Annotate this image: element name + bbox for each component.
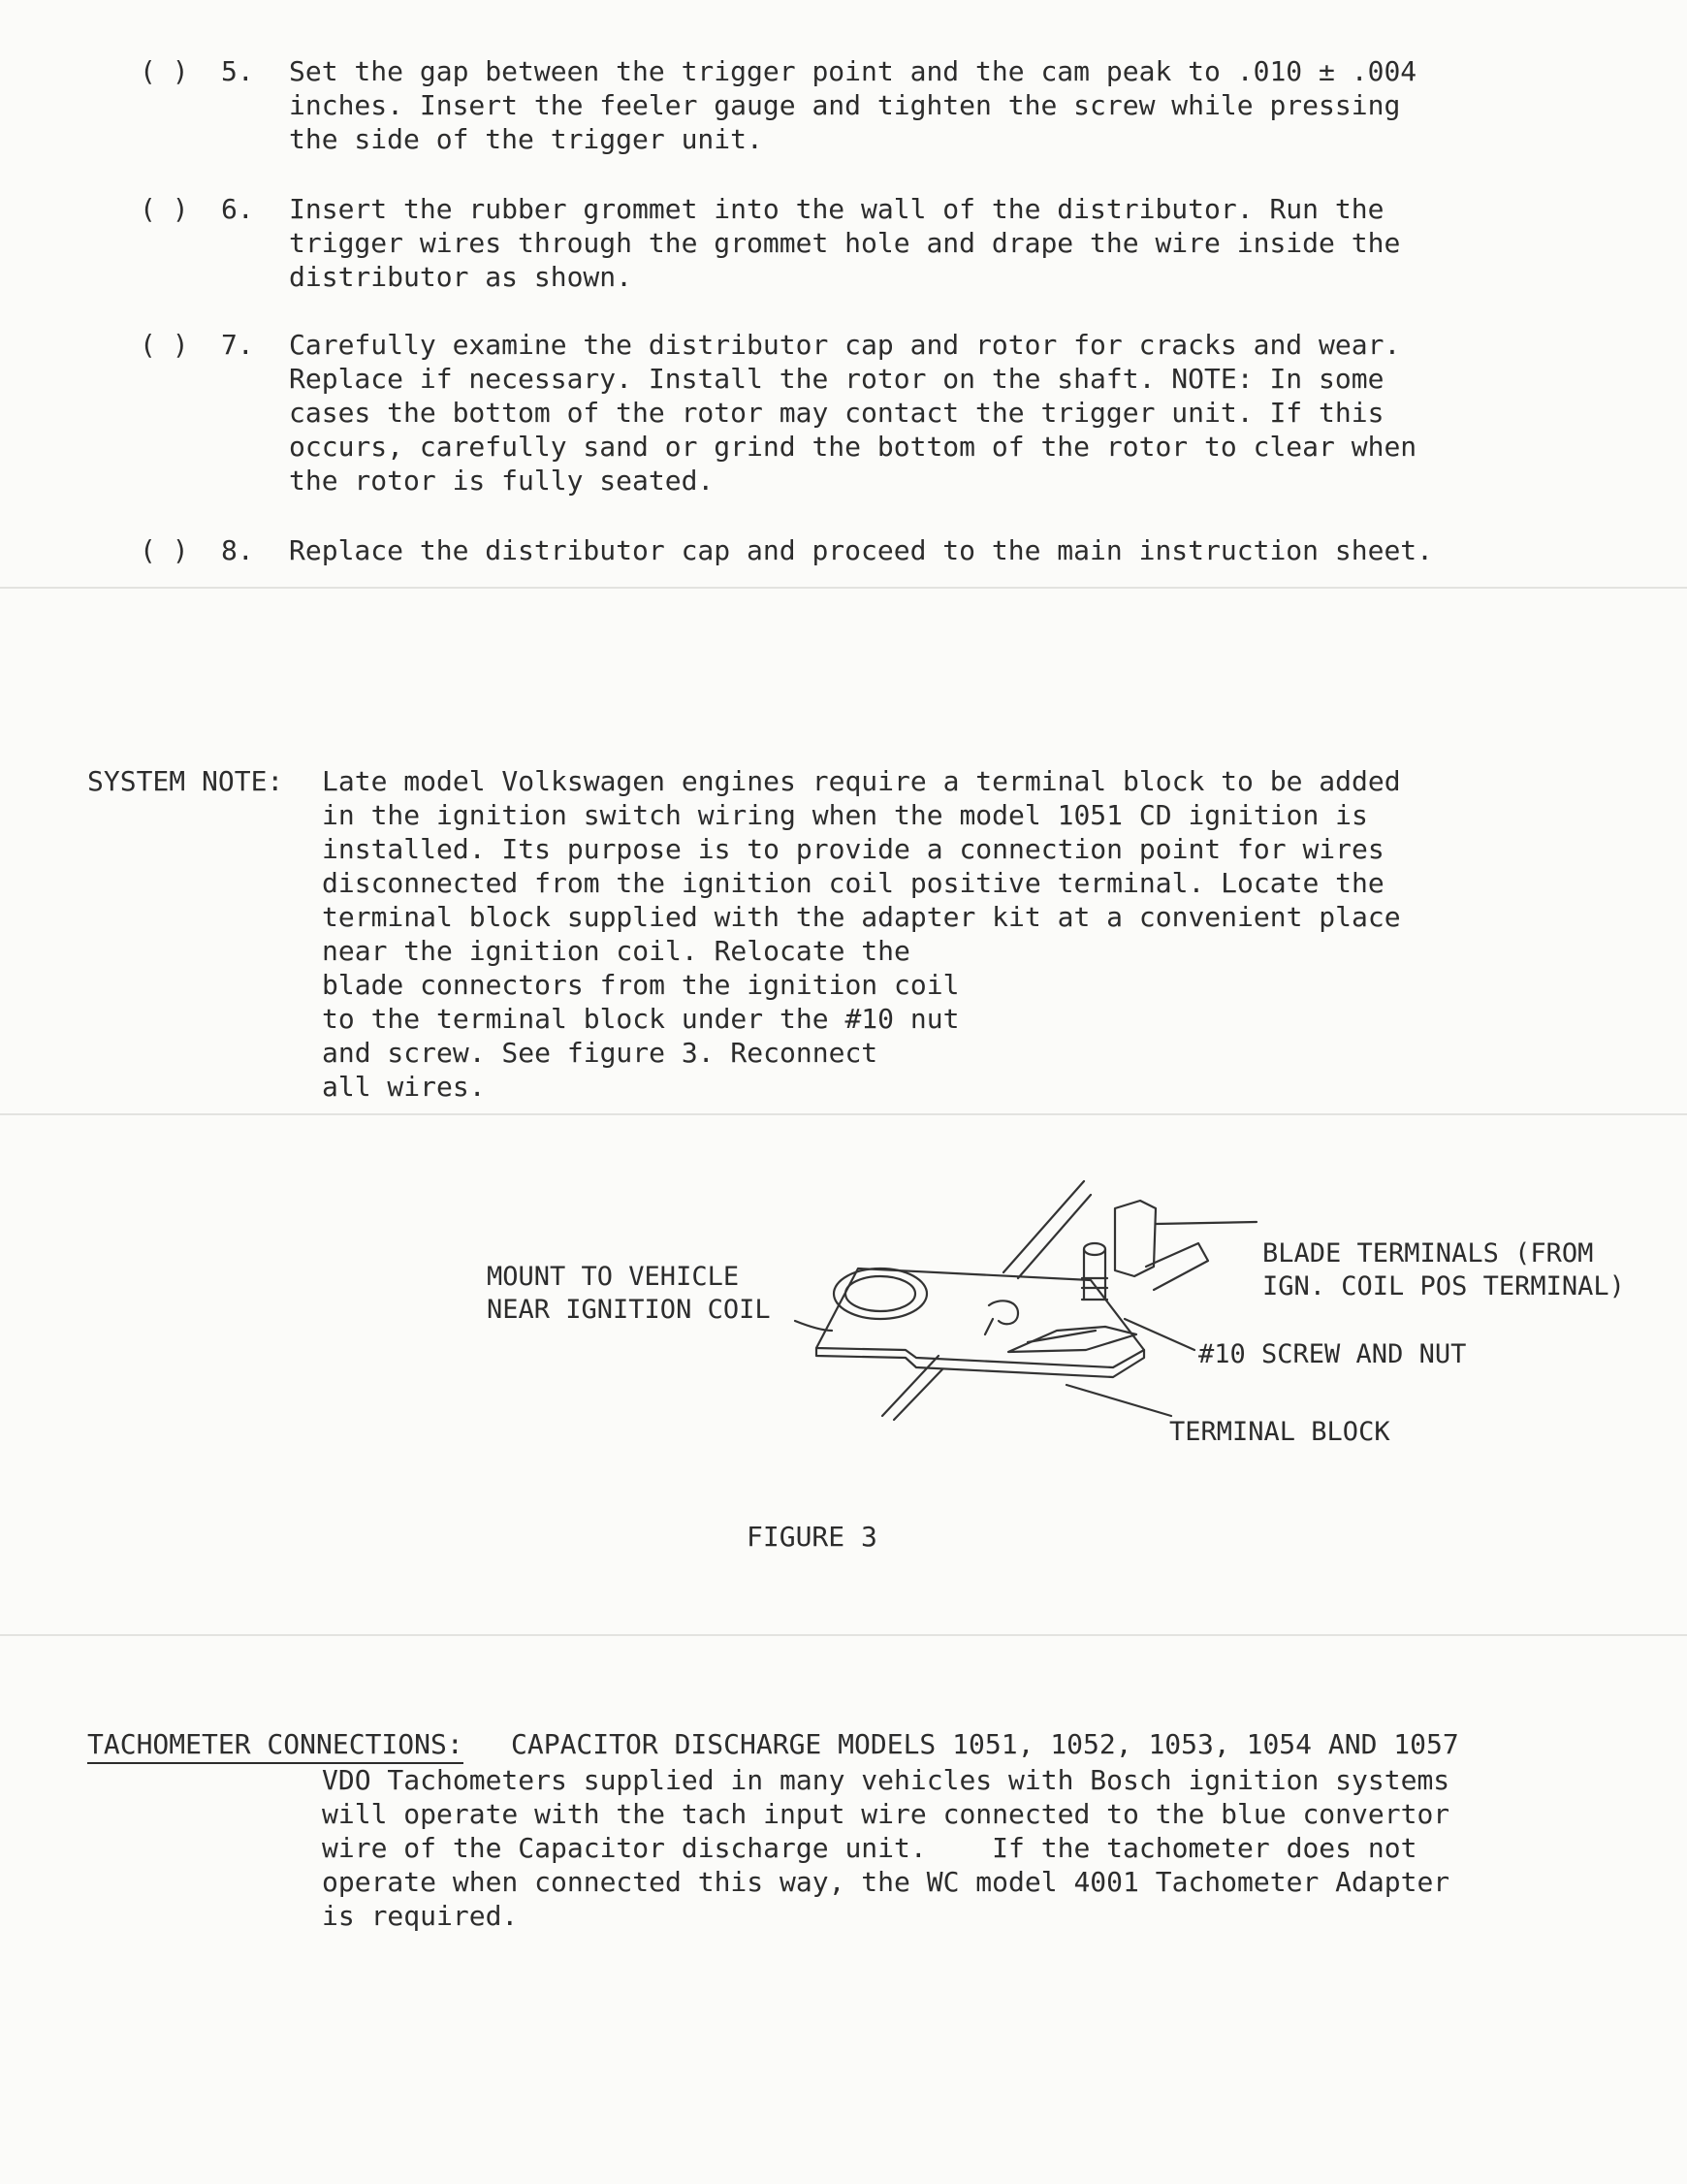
step-number: 7. bbox=[221, 329, 254, 361]
step-text: Insert the rubber grommet into the wall of the distributor. Run the trigger wires through the grommet hole and drape the wire inside the distributor as shown. bbox=[289, 193, 1401, 293]
terminal-block-label: TERMINAL BLOCK bbox=[1169, 1417, 1390, 1447]
blade-connector-lower-2 bbox=[1028, 1331, 1096, 1342]
system-note-body: Late model Volkswagen engines require a terminal block to be added in the ignition switch wiring when the model 1051 CD ignition is installed. Its purpose is to provide a connection point for wires disconnected from the ignition coil positive terminal. Locate the terminal block supplied with the adapter kit at a convenient place near the ignition coil. Relocate the blade connectors from the ignition coil to the terminal block under the #10 nut and screw. See figure 3. Reconnect all wires. bbox=[322, 765, 1401, 1103]
step-text: Set the gap between the trigger point and the cam peak to .010 ± .004 inches. Insert the feeler gauge and tighten the screw while pressing the side of the trigger unit. bbox=[289, 55, 1417, 155]
step-checkbox[interactable]: ( ) bbox=[140, 193, 189, 225]
tachometer-heading: TACHOMETER CONNECTIONS: bbox=[87, 1729, 463, 1764]
screw-head bbox=[1084, 1243, 1105, 1255]
step-number: 6. bbox=[221, 193, 254, 225]
hook-symbol bbox=[985, 1301, 1018, 1334]
mount-label: MOUNT TO VEHICLE NEAR IGNITION COIL bbox=[487, 1262, 771, 1325]
step-number: 8. bbox=[221, 534, 254, 566]
leader-mount bbox=[795, 1321, 832, 1331]
mount-line-upper-2 bbox=[1018, 1195, 1091, 1278]
step-checkbox[interactable]: ( ) bbox=[140, 55, 189, 87]
step-number: 5. bbox=[221, 55, 254, 87]
step-checkbox[interactable]: ( ) bbox=[140, 534, 189, 566]
screw-nut-label: #10 SCREW AND NUT bbox=[1198, 1339, 1467, 1369]
step-text: Carefully examine the distributor cap and rotor for cracks and wear. Replace if necessary. Install the rotor on the shaft. NOTE: In some cases the bottom of the rotor may contact the trigger unit. If this occurs, carefully sand or grind the bottom of the rotor to clear when the rotor is fully seated. bbox=[289, 329, 1417, 497]
tachometer-body: VDO Tachometers supplied in many vehicles with Bosch ignition systems will operate with the tach input wire connected to the blue convertor wire of the Capacitor discharge unit. If the tachometer does not operate when connected this way, the WC model 4001 Tachometer Adapter is required. bbox=[322, 1764, 1450, 1932]
tachometer-models: CAPACITOR DISCHARGE MODELS 1051, 1052, 1053, 1054 AND 1057 bbox=[511, 1728, 1459, 1760]
leader-blade bbox=[1156, 1222, 1257, 1224]
screw-post bbox=[1084, 1249, 1105, 1300]
step-text: Replace the distributor cap and proceed to the main instruction sheet. bbox=[289, 534, 1434, 566]
system-note-heading: SYSTEM NOTE: bbox=[87, 765, 284, 797]
block-plate-side bbox=[816, 1348, 1144, 1377]
step-checkbox[interactable]: ( ) bbox=[140, 329, 189, 361]
blade-connector-lower bbox=[1008, 1327, 1136, 1352]
figure-caption: FIGURE 3 bbox=[747, 1521, 877, 1553]
leader-block bbox=[1066, 1385, 1171, 1416]
mount-hole-inner bbox=[845, 1276, 915, 1311]
mount-line-lower bbox=[882, 1356, 939, 1416]
blade-terminals-label: BLADE TERMINALS (FROM IGN. COIL POS TERMINAL) bbox=[1262, 1238, 1625, 1301]
mount-line-upper bbox=[1003, 1181, 1084, 1272]
